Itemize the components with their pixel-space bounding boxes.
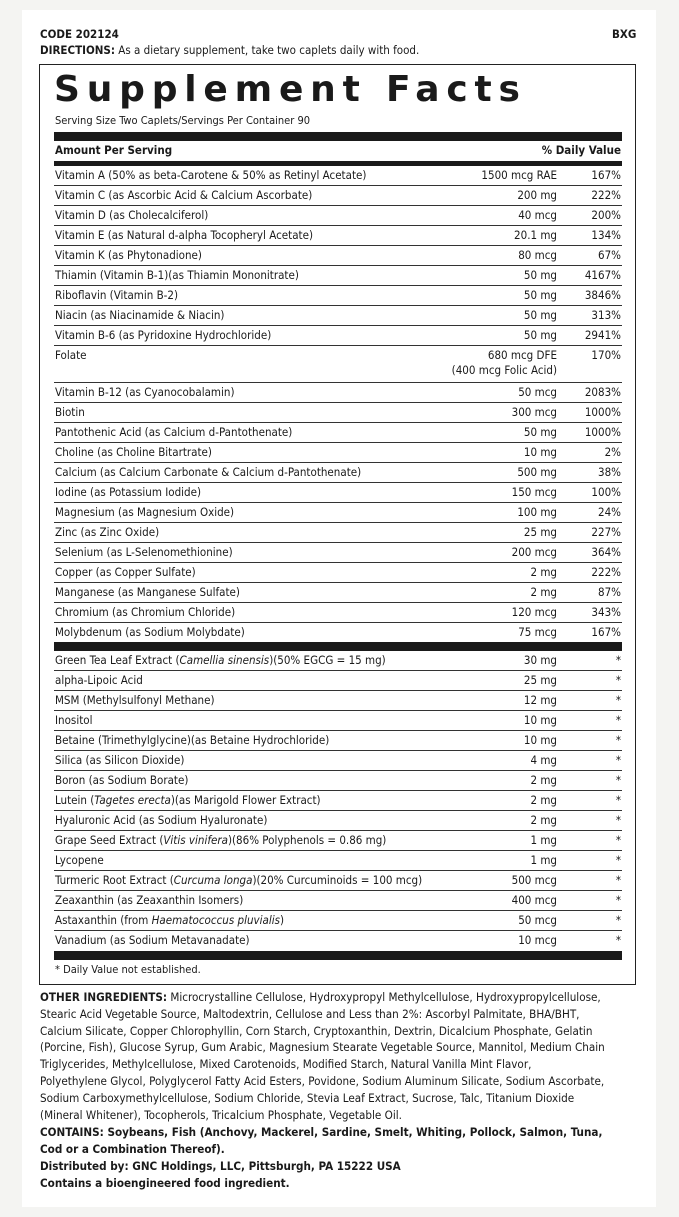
amount-line: 2 mg bbox=[530, 585, 557, 599]
nutrient-name: Vitamin K (as Phytonadione) bbox=[55, 248, 202, 262]
daily-value: 3846% bbox=[584, 288, 621, 302]
nutrient-amount bbox=[524, 328, 557, 343]
name-part: Silica (as Silicon Dioxide) bbox=[55, 753, 185, 767]
amount-line: 100 mg bbox=[517, 505, 557, 519]
daily-value: 343% bbox=[591, 605, 621, 619]
ingredient-amount: 2 mg bbox=[530, 773, 557, 787]
name-part: Zeaxanthin (as Zeaxanthin Isomers) bbox=[55, 893, 244, 907]
nutrient-row bbox=[54, 186, 622, 206]
daily-value: * bbox=[615, 693, 621, 707]
daily-value: * bbox=[615, 833, 621, 847]
daily-value: 364% bbox=[591, 545, 621, 559]
other-ingredients-list bbox=[54, 651, 622, 951]
nutrient-name: Copper (as Copper Sulfate) bbox=[55, 565, 196, 579]
nutrient-name: Zinc (as Zinc Oxide) bbox=[55, 525, 160, 539]
ingredient-amount: 1 mg bbox=[530, 853, 557, 867]
ingredient-name bbox=[55, 753, 184, 768]
nutrient-row bbox=[54, 383, 622, 403]
ingredient-name bbox=[55, 933, 250, 948]
nutrient-name: Molybdenum (as Sodium Molybdate) bbox=[55, 625, 245, 639]
nutrient-amount bbox=[530, 585, 557, 600]
ingredient-row bbox=[54, 751, 622, 771]
ingredient-row bbox=[54, 851, 622, 871]
amount-header: Amount Per Serving bbox=[55, 143, 173, 157]
ingredient-row bbox=[54, 711, 622, 731]
amount-line: 50 mg bbox=[523, 288, 557, 302]
nutrient-amount bbox=[512, 485, 557, 500]
daily-value: 170% bbox=[591, 348, 621, 362]
ingredients-line: Polyethylene Glycol, Polyglycerol Fatty Acid Esters, Povidone, Sodium Aluminum Silicate, Sodium Ascorbate, bbox=[40, 1073, 605, 1088]
nutrient-row bbox=[54, 166, 622, 186]
nutrient-amount bbox=[512, 405, 557, 420]
allergen-statement: CONTAINS: Soybeans, Fish (Anchovy, Mackerel, Sardine, Smelt, Whiting, Pollock, Salmon, Tuna, bbox=[40, 1125, 603, 1139]
ingredient-row bbox=[54, 811, 622, 831]
daily-value: * bbox=[615, 933, 621, 947]
daily-value: * bbox=[615, 793, 621, 807]
daily-value: 2% bbox=[604, 445, 621, 459]
nutrient-amount bbox=[518, 385, 557, 400]
ingredient-name bbox=[55, 673, 143, 688]
nutrient-amount bbox=[524, 268, 557, 283]
daily-value: 38% bbox=[598, 465, 621, 479]
nutrient-row bbox=[54, 543, 622, 563]
nutrient-row bbox=[54, 623, 622, 643]
nutrient-row bbox=[54, 483, 622, 503]
nutrient-amount bbox=[517, 505, 557, 520]
ingredient-name bbox=[55, 873, 422, 888]
botanical-name: Tagetes erecta bbox=[94, 793, 171, 807]
nutrient-row bbox=[54, 583, 622, 603]
directions-label: DIRECTIONS: bbox=[40, 43, 116, 57]
amount-line: 150 mcg bbox=[511, 485, 557, 499]
daily-value: * bbox=[615, 873, 621, 887]
daily-value: * bbox=[615, 713, 621, 727]
nutrient-amount bbox=[524, 425, 557, 440]
daily-value: 4167% bbox=[584, 268, 621, 282]
nutrient-amount bbox=[524, 445, 557, 460]
ingredient-name bbox=[55, 693, 215, 708]
serving-size: Serving Size Two Caplets/Servings Per Container 90 bbox=[55, 114, 311, 127]
name-part: Lutein ( bbox=[55, 793, 95, 807]
ingredient-name bbox=[55, 733, 329, 748]
distributor: Distributed by: GNC Holdings, LLC, Pittsburgh, PA 15222 USA bbox=[40, 1159, 401, 1173]
daily-value: 1000% bbox=[584, 425, 621, 439]
bioengineered-notice: Contains a bioengineered food ingredient. bbox=[40, 1176, 290, 1190]
ingredient-name bbox=[55, 793, 321, 808]
nutrient-row bbox=[54, 443, 622, 463]
ingredient-row bbox=[54, 731, 622, 751]
ingredient-name bbox=[55, 713, 92, 728]
nutrient-amount bbox=[512, 545, 557, 560]
name-part: Vanadium (as Sodium Metavanadate) bbox=[55, 933, 250, 947]
nutrient-amount bbox=[518, 248, 557, 263]
daily-value: 2083% bbox=[584, 385, 621, 399]
ingredient-row bbox=[54, 671, 622, 691]
name-part: Grape Seed Extract ( bbox=[55, 833, 164, 847]
daily-value: 24% bbox=[598, 505, 621, 519]
footnote: * Daily Value not established. bbox=[55, 963, 201, 976]
daily-value: 167% bbox=[591, 625, 621, 639]
daily-value: 87% bbox=[598, 585, 621, 599]
name-part: )(86% Polyphenols = 0.86 mg) bbox=[227, 833, 387, 847]
amount-line: 200 mg bbox=[517, 188, 557, 202]
daily-value: * bbox=[615, 673, 621, 687]
ingredient-name bbox=[55, 653, 386, 668]
amount-line: 50 mg bbox=[523, 268, 557, 282]
nutrient-name: Selenium (as L-Selenomethionine) bbox=[55, 545, 233, 559]
allergen-statement-cont: Cod or a Combination Thereof). bbox=[40, 1142, 225, 1156]
name-part: ) bbox=[279, 913, 285, 927]
ingredient-row bbox=[54, 651, 622, 671]
daily-value: * bbox=[615, 733, 621, 747]
thick-divider bbox=[54, 132, 622, 141]
nutrient-row bbox=[54, 326, 622, 346]
ingredient-amount: 2 mg bbox=[530, 813, 557, 827]
daily-value: 222% bbox=[591, 188, 621, 202]
nutrient-row bbox=[54, 423, 622, 443]
nutrient-amount bbox=[514, 228, 557, 243]
amount-line: 50 mg bbox=[523, 308, 557, 322]
nutrient-row bbox=[54, 346, 622, 383]
nutrient-amount bbox=[530, 565, 557, 580]
ingredient-amount: 25 mg bbox=[523, 673, 557, 687]
daily-value: * bbox=[615, 753, 621, 767]
nutrient-name: Vitamin E (as Natural d-alpha Tocopheryl Acetate) bbox=[55, 228, 313, 242]
amount-line: 2 mg bbox=[530, 565, 557, 579]
name-part: MSM (Methylsulfonyl Methane) bbox=[55, 693, 215, 707]
ingredient-row bbox=[54, 911, 622, 931]
ingredient-row bbox=[54, 791, 622, 811]
amount-line: 680 mcg DFE bbox=[487, 348, 557, 362]
ingredient-row bbox=[54, 691, 622, 711]
nutrient-row bbox=[54, 503, 622, 523]
ingredient-name bbox=[55, 833, 386, 848]
ingredient-amount: 4 mg bbox=[530, 753, 557, 767]
amount-line: 120 mcg bbox=[511, 605, 557, 619]
name-part: Astaxanthin (from bbox=[55, 913, 152, 927]
daily-value: 1000% bbox=[584, 405, 621, 419]
nutrient-row bbox=[54, 523, 622, 543]
botanical-name: Haematococcus pluvialis bbox=[151, 913, 280, 927]
daily-value: 134% bbox=[591, 228, 621, 242]
nutrient-name: Vitamin B-6 (as Pyridoxine Hydrochloride) bbox=[55, 328, 272, 342]
ingredient-name bbox=[55, 813, 267, 828]
ingredient-name bbox=[55, 893, 243, 908]
nutrient-row bbox=[54, 226, 622, 246]
product-code: CODE 202124 bbox=[40, 27, 119, 41]
nutrient-name: Niacin (as Niacinamide & Niacin) bbox=[55, 308, 225, 322]
daily-value: 100% bbox=[591, 485, 621, 499]
daily-value: * bbox=[615, 653, 621, 667]
amount-line: 40 mcg bbox=[518, 208, 557, 222]
nutrient-row bbox=[54, 603, 622, 623]
ingredient-amount: 400 mcg bbox=[511, 893, 557, 907]
daily-value-header: % Daily Value bbox=[541, 143, 621, 157]
amount-line: 50 mcg bbox=[518, 385, 557, 399]
ingredient-amount: 1 mg bbox=[530, 833, 557, 847]
daily-value: 313% bbox=[591, 308, 621, 322]
nutrient-amount bbox=[512, 605, 557, 620]
name-part: Green Tea Leaf Extract ( bbox=[55, 653, 180, 667]
daily-value: 2941% bbox=[584, 328, 621, 342]
name-part: alpha-Lipoic Acid bbox=[55, 673, 143, 687]
ingredient-row bbox=[54, 931, 622, 951]
daily-value: * bbox=[615, 913, 621, 927]
nutrient-row bbox=[54, 286, 622, 306]
nutrient-name: Chromium (as Chromium Chloride) bbox=[55, 605, 236, 619]
daily-value: * bbox=[615, 813, 621, 827]
nutrient-name: Vitamin D (as Cholecalciferol) bbox=[55, 208, 209, 222]
name-part: )(as Marigold Flower Extract) bbox=[170, 793, 321, 807]
ingredient-amount: 12 mg bbox=[523, 693, 557, 707]
directions bbox=[40, 43, 419, 57]
vitamin-mineral-list bbox=[54, 166, 622, 643]
daily-value: 67% bbox=[598, 248, 621, 262]
amount-line: 50 mg bbox=[523, 328, 557, 342]
daily-value: 222% bbox=[591, 565, 621, 579]
nutrient-name: Manganese (as Manganese Sulfate) bbox=[55, 585, 240, 599]
botanical-name: Vitis vinifera bbox=[163, 833, 228, 847]
nutrient-name: Vitamin B-12 (as Cyanocobalamin) bbox=[55, 385, 235, 399]
nutrient-name: Pantothenic Acid (as Calcium d-Pantothenate) bbox=[55, 425, 293, 439]
name-part: )(50% EGCG = 15 mg) bbox=[269, 653, 386, 667]
amount-line: 500 mg bbox=[517, 465, 557, 479]
botanical-name: Curcuma longa bbox=[173, 873, 253, 887]
ingredient-amount: 50 mcg bbox=[518, 913, 557, 927]
nutrient-name: Choline (as Choline Bitartrate) bbox=[55, 445, 212, 459]
name-part: Lycopene bbox=[55, 853, 104, 867]
nutrient-name: Biotin bbox=[55, 405, 85, 419]
facts-title: Supplement Facts bbox=[54, 69, 527, 110]
nutrient-name: Folate bbox=[55, 348, 87, 362]
ingredient-row bbox=[54, 771, 622, 791]
name-part: )(20% Curcuminoids = 100 mcg) bbox=[252, 873, 423, 887]
ingredient-amount: 30 mg bbox=[523, 653, 557, 667]
ingredient-name bbox=[55, 773, 188, 788]
amount-line: 10 mg bbox=[523, 445, 557, 459]
nutrient-amount bbox=[517, 188, 557, 203]
ingredients-line: Calcium Silicate, Copper Chlorophyllin, Corn Starch, Cryptoxanthin, Dextrin, Dicalcium Phosphate, Gelatin bbox=[40, 1023, 593, 1038]
amount-line: 75 mcg bbox=[518, 625, 557, 639]
nutrient-amount bbox=[452, 348, 557, 378]
ingredients-line: Triglycerides, Methylcellulose, Mixed Carotenoids, Modified Starch, Natural Vanilla Mint Flavor, bbox=[40, 1057, 532, 1072]
ingredients-line: Stearic Acid Vegetable Source, Maltodextrin, Cellulose and Less than 2%: Ascorbyl Palmitate, BHA/BHT, bbox=[40, 1006, 580, 1021]
ingredient-amount: 10 mg bbox=[523, 713, 557, 727]
name-part: Turmeric Root Extract ( bbox=[55, 873, 174, 887]
botanical-name: Camellia sinensis bbox=[179, 653, 270, 667]
nutrient-name: Vitamin A (50% as beta-Carotene & 50% as Retinyl Acetate) bbox=[55, 168, 367, 182]
thick-divider-3 bbox=[54, 951, 622, 960]
other-ingredients-label: OTHER INGREDIENTS: bbox=[40, 990, 168, 1004]
directions-text: As a dietary supplement, take two caplets daily with food. bbox=[115, 43, 420, 57]
nutrient-amount bbox=[518, 625, 557, 640]
daily-value: * bbox=[615, 893, 621, 907]
amount-line: 20.1 mg bbox=[514, 228, 557, 242]
nutrient-row bbox=[54, 266, 622, 286]
name-part: Boron (as Sodium Borate) bbox=[55, 773, 189, 787]
ingredients-line: (Mineral Whitener), Tocopherols, Tricalcium Phosphate, Vegetable Oil. bbox=[40, 1107, 402, 1122]
ingredient-row bbox=[54, 891, 622, 911]
ingredient-amount: 500 mcg bbox=[511, 873, 557, 887]
ingredient-name bbox=[55, 913, 284, 928]
nutrient-amount bbox=[524, 308, 557, 323]
nutrient-name: Riboflavin (Vitamin B-2) bbox=[55, 288, 179, 302]
daily-value: 227% bbox=[591, 525, 621, 539]
amount-line: 200 mcg bbox=[511, 545, 557, 559]
daily-value: * bbox=[615, 773, 621, 787]
daily-value: 167% bbox=[591, 168, 621, 182]
ingredient-amount: 2 mg bbox=[530, 793, 557, 807]
nutrient-name: Vitamin C (as Ascorbic Acid & Calcium Ascorbate) bbox=[55, 188, 313, 202]
ingredient-row bbox=[54, 831, 622, 851]
nutrient-row bbox=[54, 306, 622, 326]
amount-line: 25 mg bbox=[523, 525, 557, 539]
batch-code: BXG bbox=[612, 27, 637, 41]
nutrient-name: Iodine (as Potassium Iodide) bbox=[55, 485, 202, 499]
nutrient-row bbox=[54, 463, 622, 483]
ingredient-amount: 10 mcg bbox=[518, 933, 557, 947]
nutrient-name: Thiamin (Vitamin B-1)(as Thiamin Mononitrate) bbox=[55, 268, 299, 282]
amount-line: 50 mg bbox=[523, 425, 557, 439]
nutrient-row bbox=[54, 563, 622, 583]
nutrient-amount bbox=[481, 168, 557, 183]
nutrient-name: Calcium (as Calcium Carbonate & Calcium d-Pantothenate) bbox=[55, 465, 362, 479]
amount-line-2: (400 mcg Folic Acid) bbox=[451, 363, 557, 377]
amount-line: 300 mcg bbox=[511, 405, 557, 419]
name-part: Hyaluronic Acid (as Sodium Hyaluronate) bbox=[55, 813, 268, 827]
ingredient-amount: 10 mg bbox=[523, 733, 557, 747]
daily-value: * bbox=[615, 853, 621, 867]
ingredient-row bbox=[54, 871, 622, 891]
nutrient-name: Magnesium (as Magnesium Oxide) bbox=[55, 505, 235, 519]
name-part: Betaine (Trimethylglycine)(as Betaine Hydrochloride) bbox=[55, 733, 330, 747]
ingredients-line: Sodium Carboxymethylcellulose, Sodium Chloride, Stevia Leaf Extract, Sucrose, Talc, Titanium Dioxide bbox=[40, 1090, 575, 1105]
nutrient-amount bbox=[524, 288, 557, 303]
amount-line: 80 mcg bbox=[518, 248, 557, 262]
nutrient-amount bbox=[518, 208, 557, 223]
nutrient-row bbox=[54, 403, 622, 423]
ingredients-line: (Porcine, Fish), Glucose Syrup, Gum Arabic, Magnesium Stearate Vegetable Source, Mannitol, Medium Chain bbox=[40, 1040, 605, 1055]
nutrient-amount bbox=[517, 465, 557, 480]
nutrient-row bbox=[54, 246, 622, 266]
thick-divider-2 bbox=[54, 642, 622, 651]
name-part: Inositol bbox=[55, 713, 93, 727]
amount-line: 1500 mcg RAE bbox=[481, 168, 557, 182]
ingredients-line: OTHER INGREDIENTS: Microcrystalline Cellulose, Hydroxypropyl Methylcellulose, Hydroxypropylcellulose, bbox=[40, 990, 601, 1004]
other-ingredients bbox=[40, 989, 630, 1123]
nutrient-amount bbox=[524, 525, 557, 540]
daily-value: 200% bbox=[591, 208, 621, 222]
ingredient-name bbox=[55, 853, 104, 868]
nutrient-row bbox=[54, 206, 622, 226]
